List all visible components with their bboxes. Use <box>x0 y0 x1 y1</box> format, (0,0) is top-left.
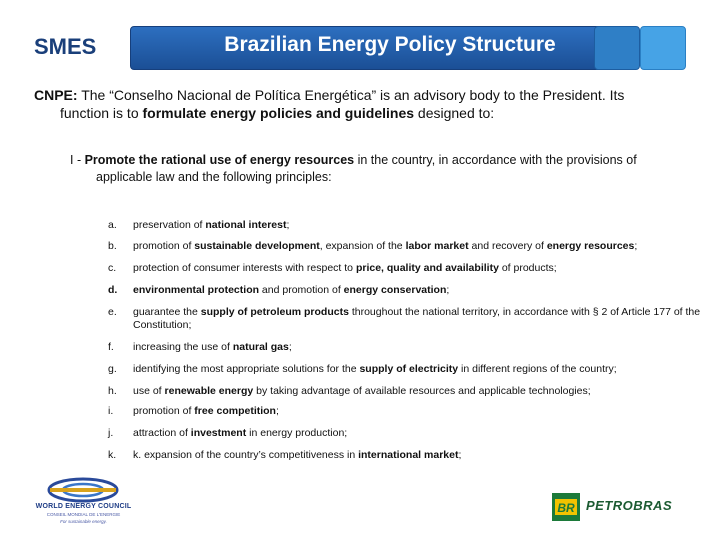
list-item-bold-text: energy conservation <box>343 284 447 296</box>
list-item-letter: a. <box>108 219 117 231</box>
list-item-bold-text: labor market <box>405 240 469 252</box>
list-item-plain-text: guarantee the <box>133 306 201 318</box>
intro-line-1 <box>34 86 710 104</box>
list-item-bold-text: supply of electricity <box>359 363 459 375</box>
list-item-plain-text: ; <box>288 341 292 353</box>
list-item-text <box>133 427 718 440</box>
list-item-plain-text: , expansion of the <box>319 240 406 252</box>
intro-text-2: function is to <box>60 105 143 121</box>
list-item-letter: c. <box>108 262 117 274</box>
list-item-plain-text: preservation of <box>133 219 206 231</box>
list-item-plain-text: of products; <box>498 262 557 274</box>
list-item-plain-text: attraction of <box>133 427 191 439</box>
petrobras-name: PETROBRAS <box>586 498 673 513</box>
intro-paragraph <box>34 86 710 122</box>
principle-line-1 <box>70 152 710 169</box>
list-item-letter: k. <box>108 449 117 461</box>
list-item-plain-text: identifying the most appropriate solutions for the <box>133 363 360 375</box>
list-item-bold-text: sustainable development <box>194 240 320 252</box>
list-item-text <box>133 284 718 297</box>
list-item-plain-text: k. expansion of the country’s competitiveness in <box>133 449 359 461</box>
list-item-text <box>133 341 718 354</box>
list-item-bold-text: supply of petroleum products <box>200 306 349 318</box>
list-item-bold-text: investment <box>190 427 247 439</box>
list-item-bold-text: natural gas <box>232 341 289 353</box>
list-item-plain-text: promotion of <box>133 405 195 417</box>
intro-text-3: designed to: <box>414 105 495 121</box>
list-item-bold-text: international market <box>358 449 459 461</box>
list-item-letter: e. <box>108 306 117 318</box>
list-item-plain-text: and promotion of <box>259 284 344 296</box>
list-item-bold-text: energy resources <box>546 240 635 252</box>
list-item-plain-text: increasing the use of <box>133 341 233 353</box>
list-item-bold-text: national interest <box>205 219 287 231</box>
principle-prefix: I - <box>70 153 85 167</box>
principle-line-2: applicable law and the following principles: <box>96 170 332 184</box>
petrobras-br-icon <box>552 493 580 521</box>
list-item-text <box>133 219 718 232</box>
list-item-plain-text: promotion of <box>133 240 195 252</box>
list-item-bold-text: renewable energy <box>164 385 254 397</box>
list-item-text <box>133 262 718 275</box>
list-item-plain-text: protection of consumer interests with respect to <box>133 262 356 274</box>
list-item-plain-text: throughout the national territory, in accordance with § 2 of Article 177 of the Constitution; <box>133 306 701 331</box>
petrobras-mark-text: BR <box>557 501 575 515</box>
page-title: Brazilian Energy Policy Structure <box>224 33 556 56</box>
wec-tagline: For sustainable energy. <box>60 519 107 524</box>
list-item-bold-text: free competition <box>194 405 276 417</box>
list-item-plain-text: ; <box>286 219 290 231</box>
list-item-bold-text: price, quality and availability <box>355 262 499 274</box>
list-item-text <box>133 385 718 398</box>
brand-label: SMES <box>34 34 97 59</box>
list-item-text <box>133 240 718 253</box>
list-item-plain-text: ; <box>634 240 638 252</box>
list-item-letter: h. <box>108 385 117 397</box>
list-item-plain-text: ; <box>446 284 450 296</box>
list-item-plain-text: in energy production; <box>246 427 348 439</box>
list-item-bold-text: environmental protection <box>133 284 260 296</box>
list-item-letter: i. <box>108 405 114 417</box>
list-item-text <box>133 306 718 332</box>
intro-bold-2: formulate energy policies and guidelines <box>142 105 415 121</box>
list-item-letter: d. <box>108 284 118 296</box>
intro-text-1: The “Conselho Nacional de Política Energética” is an advisory body to the President. Its <box>77 87 625 103</box>
intro-lead: CNPE: <box>34 87 78 103</box>
list-item-text <box>133 405 718 418</box>
principle-paragraph <box>70 152 710 186</box>
list-item-letter: b. <box>108 240 117 252</box>
intro-line-2 <box>34 104 710 122</box>
wec-globe-band <box>50 488 116 492</box>
principle-bold: Promote the rational use of energy resources <box>84 153 355 167</box>
list-item-plain-text: in different regions of the country; <box>458 363 617 375</box>
wec-name: WORLD ENERGY COUNCIL <box>35 503 132 510</box>
list-item-plain-text: ; <box>275 405 279 417</box>
list-item-plain-text: by taking advantage of available resources and applicable technologies; <box>253 385 591 397</box>
list-item-plain-text: use of <box>133 385 165 397</box>
list-item-text <box>133 449 718 462</box>
list-item-letter: j. <box>108 427 114 439</box>
principle-text-1: in the country, in accordance with the provisions of <box>354 153 637 167</box>
list-item-text <box>133 363 718 376</box>
list-item-letter: g. <box>108 363 117 375</box>
list-item-letter: f. <box>108 341 114 353</box>
wec-subtitle: CONSEIL MONDIAL DE L'ENERGIE <box>46 512 121 517</box>
list-item-plain-text: and recovery of <box>468 240 547 252</box>
list-item-plain-text: ; <box>458 449 462 461</box>
